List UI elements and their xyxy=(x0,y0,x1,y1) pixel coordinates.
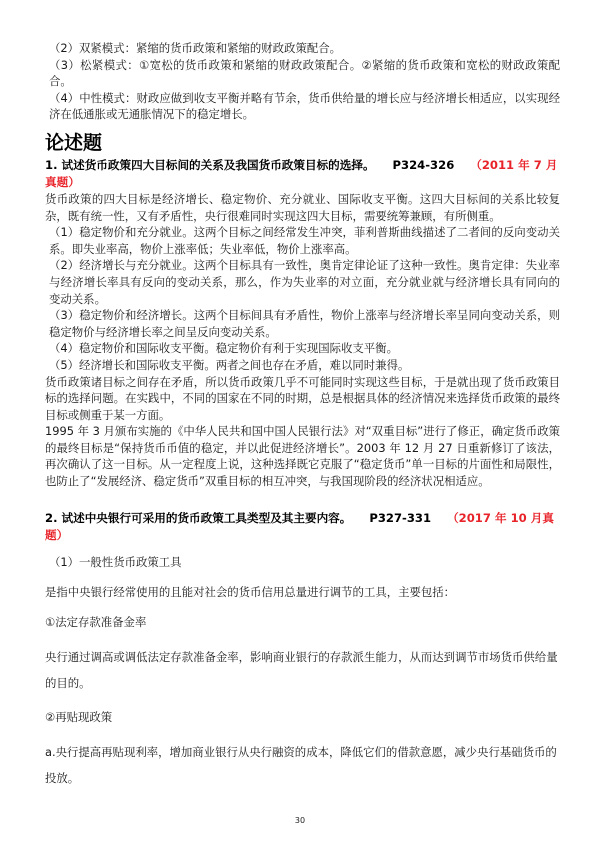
question-2-pages: P327-331 xyxy=(369,510,432,525)
q2-subheading: （1）一般性货币政策工具 xyxy=(49,554,182,569)
q1-paragraph: 1995 年 3 月颁布实施的《中华人民共和国中国人民银行法》对“双重目标”进行了修正，确定货币政策的最终目标是“保持货币币值的稳定，并以此促进经济增长”。2003 年 12 月 27 日重新修订了该法，再次确认了这一目标。从一定程度上说，这种选择既它克服了“稳定货币”单一目标的片面性和局限性，也防止了“发展经济、稳定货币”双重目标的相互冲突，与我国现阶段的经济状况相适应。 xyxy=(45,424,560,489)
q1-paragraph: （2）经济增长与充分就业。这两个目标具有一致性，奥肯定律论证了这种一致性。奥肯定律：失业率与经济增长率具有反向的变动关系，那么，作为失业率的对立面，充分就业就与经济增长具有同向的变动关系。 xyxy=(49,258,560,306)
mode-item-2: （2）双紧模式：紧缩的货币政策和紧缩的财政政策配合。 xyxy=(49,41,342,55)
page-number: 30 xyxy=(294,816,306,825)
question-1-title: 1. 试述货币政策四大目标间的关系及我国货币政策目标的选择。 xyxy=(45,157,375,172)
q1-paragraph: （4）稳定物价和国际收支平衡。稳定物价有利于实现国际收支平衡。 xyxy=(49,341,398,356)
question-1-heading xyxy=(45,157,560,191)
q2-tool-description: a.央行提高再贴现利率，增加商业银行从央行融资的成本，降低它们的借款意愿，减少央行基础货币的投放。 xyxy=(45,744,557,785)
q1-paragraph: （1）稳定物价和充分就业。这两个目标之间经常发生冲突，菲利普斯曲线描述了二者间的反向变动关系。即失业率高，物价上涨率低；失业率低，物价上涨率高。 xyxy=(49,225,560,256)
question-2-heading xyxy=(45,510,560,544)
mode-item-4: （4）中性模式：财政应做到收支平衡并略有节余，货币供给量的增长应与经济增长相适应，以实现经济在低通胀或无通胀情况下的稳定增长。 xyxy=(49,90,560,122)
section-title: 论述题 xyxy=(45,131,103,154)
q2-tool-description: 央行通过调高或调低法定存款准备金率，影响商业银行的存款派生能力，从而达到调节市场货币供给量的目的。 xyxy=(45,649,558,690)
question-2-exam-tag: （2017 年 10 月真题） xyxy=(45,510,554,542)
question-1-exam-tag: （2011 年 7 月真题） xyxy=(45,157,558,189)
q2-tool-title: ①法定存款准备金率 xyxy=(45,614,147,629)
q2-tool-title: ②再贴现政策 xyxy=(45,709,113,724)
q1-paragraph: （5）经济增长和国际收支平衡。两者之间也存在矛盾，难以同时兼得。 xyxy=(49,357,410,372)
question-1-pages: P324-326 xyxy=(392,157,455,172)
mode-item-3: （3）松紧模式：①宽松的货币政策和紧缩的财政政策配合。②紧缩的货币政策和宽松的财政政策配合。 xyxy=(49,57,560,89)
question-2-title: 2. 试述中央银行可采用的货币政策工具类型及其主要内容。 xyxy=(45,510,352,525)
document-page xyxy=(45,40,560,791)
q2-description: 是指中央银行经常使用的且能对社会的货币信用总量进行调节的工具，主要包括： xyxy=(45,584,456,599)
q1-paragraph: 货币政策的四大目标是经济增长、稳定物价、充分就业、国际收支平衡。这四大目标间的关系比较复杂，既有统一性，又有矛盾性，央行很难同时实现这四大目标，需要统筹兼顾，有所侧重。 xyxy=(45,191,560,223)
q1-paragraph: （3）稳定物价和经济增长。这两个目标间具有矛盾性，物价上涨率与经济增长率呈同向变动关系，则稳定物价与经济增长率之间呈反向变动关系。 xyxy=(49,308,560,339)
q1-paragraph: 货币政策诸目标之间存在矛盾，所以货币政策几乎不可能同时实现这些目标，于是就出现了货币政策目标的选择问题。在实践中，不同的国家在不同的时期，总是根据具体的经济情况来选择货币政策的最终目标或侧重于某一方面。 xyxy=(45,374,560,422)
